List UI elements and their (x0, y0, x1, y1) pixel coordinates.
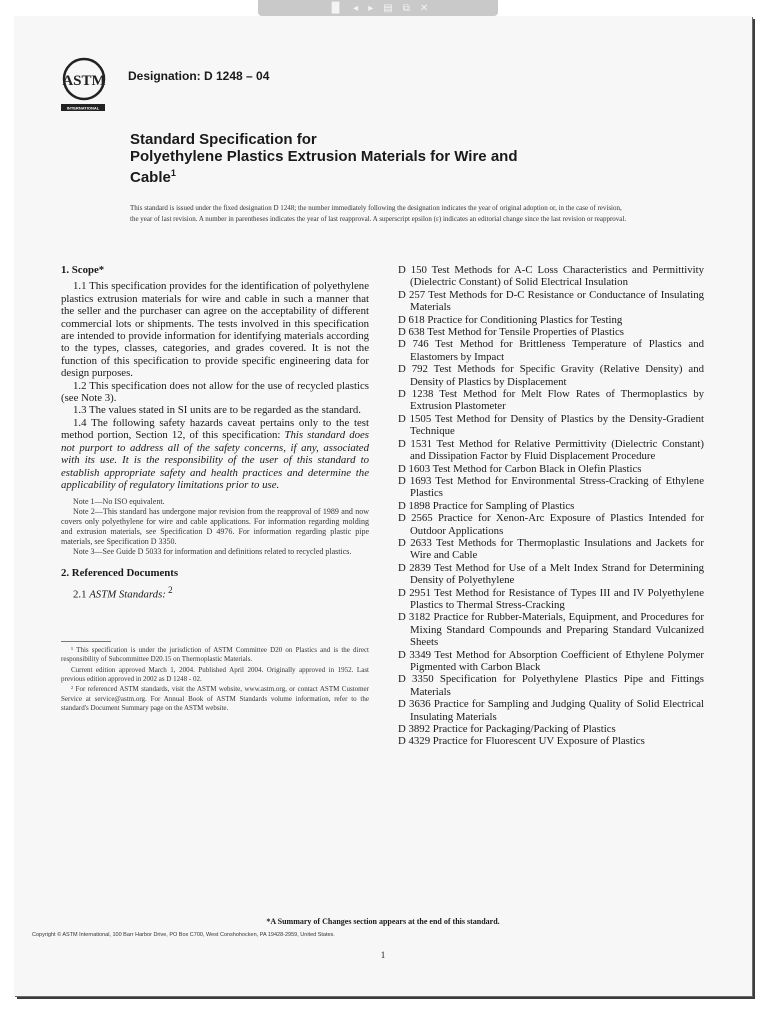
reference-item: D 746 Test Method for Brittleness Temperature of Plastics and Elastomers by Impact (398, 338, 704, 363)
reference-item: D 257 Test Methods for D-C Resistance or Conductance of Insulating Materials (398, 288, 704, 314)
intro-statement: This standard is issued under the fixed designation D 1248; the number immediately following the designation indicates the year of original adoption or, in the case of revision, the year of last revision. A number in parentheses indicates the year of last reapproval. A superscript epsilon (ε) indicates an editorial change since the last revision or reapproval. (130, 204, 627, 223)
right-column (398, 264, 704, 748)
logo-subtext: INTERNATIONAL (66, 105, 100, 111)
document-header (60, 55, 269, 113)
scope-1-4: 1.4 The following safety hazards caveat pertains only to the test method portion, Section 12, of this specification: This standard does not purport to address all of the safety concerns, if any, associated with its use. It is the responsibility of the user of this standard to establish appropriate safety and health practices and determine the applicability of regulatory limitations prior to use. (61, 416, 369, 491)
astm-standards-subheading: 2.1 ASTM Standards: $^2$ (73, 584, 173, 601)
reference-item: D 3636 Practice for Sampling and Judging Quality of Solid Electrical Insulating Materials (398, 698, 704, 723)
document-page (14, 16, 752, 996)
footnote-2: ² For referenced ASTM standards, visit the ASTM website, www.astm.org, or contact ASTM Customer Service at service@astm.org. For Annual Book of ASTM Standards volume information, refer to the standard's Document Summary page on the ASTM website. (61, 685, 369, 713)
notes (61, 497, 369, 557)
scope-1-2: 1.2 This specification does not allow for the use of recycled plastics (see Note 3). (61, 379, 369, 405)
fullscreen-icon[interactable]: ⧉ (402, 2, 410, 14)
page-number: 1 (380, 950, 386, 960)
viewer-toolbar (258, 0, 498, 16)
reference-item: D 1603 Test Method for Carbon Black in Olefin Plastics (398, 462, 642, 475)
reference-item: D 4329 Practice for Fluorescent UV Exposure of Plastics (398, 735, 645, 748)
reference-item: D 2839 Test Method for Use of a Melt Index Strand for Determining Density of Polyethylene (398, 561, 704, 587)
logo-text: ASTM (62, 73, 106, 89)
reference-item: D 638 Test Method for Tensile Properties of Plastics (398, 326, 624, 339)
footnote-divider (61, 641, 111, 642)
title-line-3: Cable (130, 169, 171, 186)
reference-item: D 3350 Specification for Polyethylene Plastics Pipe and Fittings Materials (398, 673, 704, 698)
designation: Designation: D 1248 – 04 (128, 69, 270, 83)
reference-item: D 3349 Test Method for Absorption Coefficient of Ethylene Polymer Pigmented with Carbon Black (398, 648, 704, 673)
close-icon[interactable]: ✕ (419, 2, 429, 14)
footnote-edition: Current edition approved March 1, 2004. Published April 2004. Originally approved in 1952. Last previous edition approved in 2002 as D 1248 - 02. (61, 665, 369, 683)
page-view-icon[interactable]: ▐▌ (327, 2, 344, 14)
reference-item: D 150 Test Methods for A-C Loss Characteristics and Permittivity (Dielectric Constant) of Solid Electrical Insulation (398, 264, 704, 289)
scope-1-1: 1.1 This specification provides for the identification of polyethylene plastics extrusion materials for wire and cable in such a manner that the seller and the purchaser can agree on the acceptability of different commercial lots or shipments. The tests involved in this specification are intended to provide information for identifying materials according to the types, classes, categories, and grades covered. It is not the function of this specification to provide specific engineering data for design purposes. (61, 280, 369, 380)
reference-item: D 1238 Test Method for Melt Flow Rates of Thermoplastics by Extrusion Plastometer (398, 388, 704, 413)
copyright-line: Copyright © ASTM International, 100 Barr Harbor Drive, PO Box C700, West Conshohocken, PA 19428-2959, United States. (32, 932, 335, 938)
reference-item: D 792 Test Methods for Specific Gravity (Relative Density) and Density of Plastics by Displacement (398, 363, 704, 388)
reference-item: D 1898 Practice for Sampling of Plastics (398, 499, 575, 512)
summary-of-changes-note: *A Summary of Changes section appears at the end of this standard. (266, 917, 500, 926)
reference-item: D 1505 Test Method for Density of Plastics by the Density-Gradient Technique (398, 412, 704, 438)
scope-1-3: 1.3 The values stated in SI units are to be regarded as the standard. (73, 404, 361, 417)
note-3: Note 3—See Guide D 5033 for information and definitions related to recycled plastics. (73, 547, 352, 557)
reference-item: D 618 Practice for Conditioning Plastics for Testing (398, 313, 623, 326)
reference-item: D 1693 Test Method for Environmental Stress-Cracking of Ethylene Plastics (398, 474, 704, 500)
title-footnote-marker: 1 (170, 168, 176, 178)
thumbnails-icon[interactable]: ▤ (383, 2, 393, 14)
reference-item: D 2633 Test Methods for Thermoplastic Insulations and Jackets for Wire and Cable (398, 536, 704, 562)
scope-heading: 1. Scope* (61, 264, 105, 276)
referenced-documents-heading: 2. Referenced Documents (61, 567, 179, 580)
astm-logo (60, 55, 120, 113)
reference-item: D 2565 Practice for Xenon-Arc Exposure of Plastics Intended for Outdoor Applications (398, 512, 704, 537)
footnote-1: ¹ This specification is under the jurisdiction of ASTM Committee D20 on Plastics and is the direct responsibility of Subcommittee D20.15 on Thermoplastic Materials. (61, 645, 369, 664)
document-title (130, 132, 600, 187)
reference-item: D 2951 Test Method for Resistance of Types III and IV Polyethylene Plastics to Thermal Stress-Cracking (398, 586, 704, 611)
reference-item: D 1531 Test Method for Relative Permittivity (Dielectric Constant) and Dissipation Factor by Fluid Displacement Procedure (398, 437, 704, 463)
note-1: Note 1—No ISO equivalent. (73, 497, 165, 507)
next-page-icon[interactable]: ▸ (368, 2, 374, 14)
safety-caveat: This standard does not purport to address all of the safety concerns, if any, associated with its use. It is the responsibility of the user of this standard to establish appropriate safety and health practices and determine the applicability of regulatory limitations prior to use. (61, 429, 369, 491)
previous-page-icon[interactable]: ◂ (353, 2, 359, 14)
left-column (61, 264, 369, 715)
title-line-1: Standard Specification for (130, 131, 317, 148)
note-2: Note 2—This standard has undergone major revision from the reapproval of 1989 and now covers only polyethylene for wire and cable applications. For information regarding molding and extrusion materials, see Specification D 4976. For information regarding plastic pipe materials, see Specification D 3350. (61, 507, 369, 547)
reference-item: D 3892 Practice for Packaging/Packing of Plastics (398, 723, 616, 736)
title-line-2: Polyethylene Plastics Extrusion Materials for Wire and (130, 147, 518, 165)
reference-item: D 3182 Practice for Rubber-Materials, Equipment, and Procedures for Mixing Standard Compounds and Preparing Standard Vulcanized Sheets (398, 611, 704, 649)
